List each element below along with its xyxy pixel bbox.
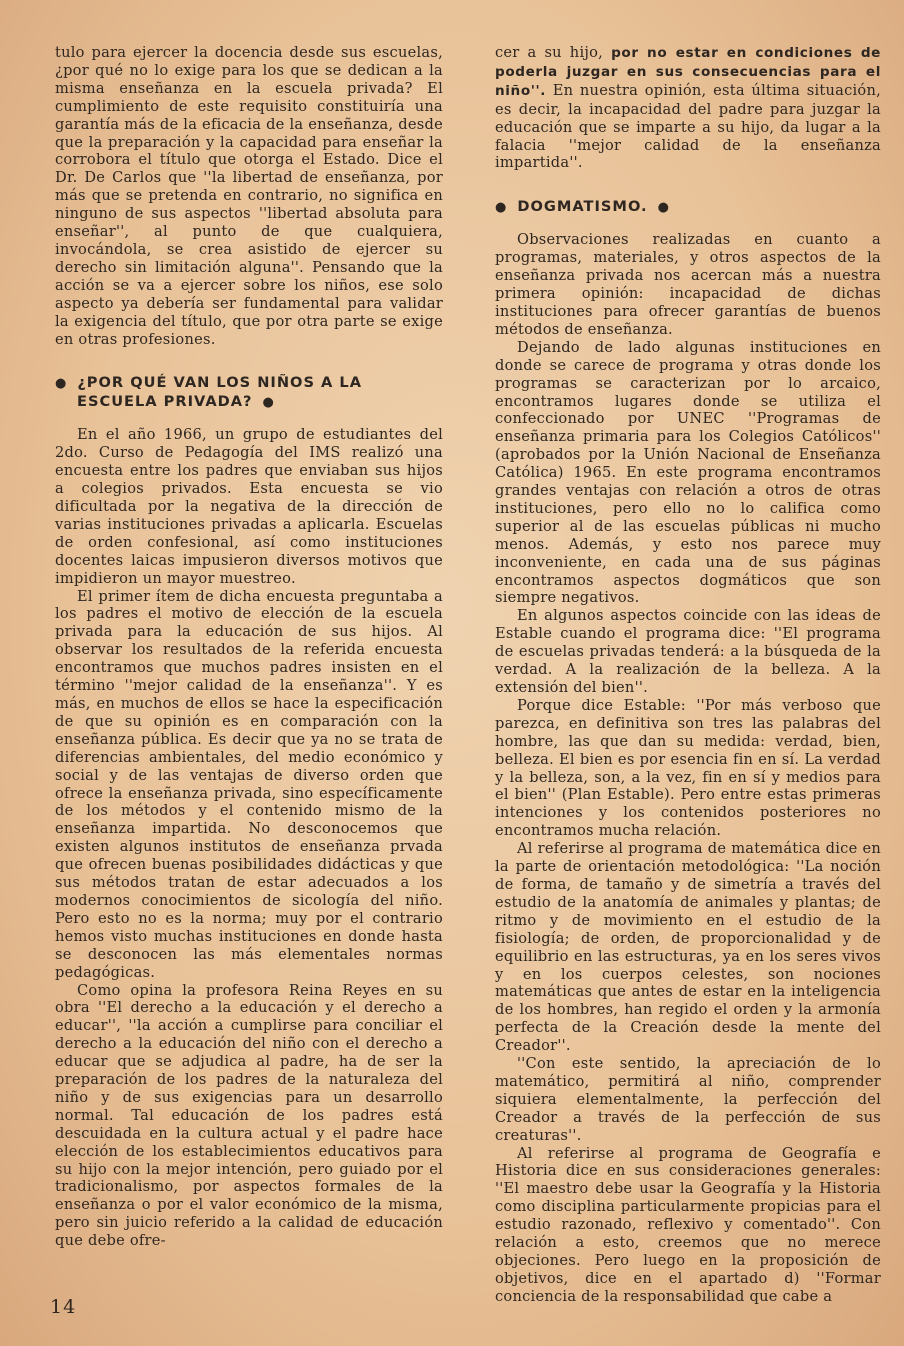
left-paragraph-2: En el año 1966, un grupo de estudiantes del 2do. Curso de Pedagogía del IMS realizó una encuesta entre los padres que enviaban sus hijos a colegios privados. Esta encuesta se vio dificultada por la negativa de la dirección de varias instituciones privadas a aplicarla. Escuelas de orden confesional, así como instituciones docentes laicas impusieron diversos motivos que impidieron un mayor muestreo. [55,426,443,587]
right-paragraph-6: Al referirse al programa de matemática dice en la parte de orientación metodológica: ''La noción de forma, de tamaño y de simetría a través del estudio de la anatomía de animales y plantas; de ritmo y de movimiento en el estudio de la fisiología; de orden, de proporcionalidad y de equilibrio en las estructuras, ya en los seres vivos y en los cuerpos celestes, son nociones matemáticas que antes de estar en la inteligencia de los hombres, han regido el orden y la armonía perfecta de la Creación desde la mente del Creador''. [495,840,881,1055]
right-paragraph-1-emphasis: por no estar en condiciones de poderla juzgar en sus consecuencias para el niño''. [495,45,882,99]
page-number: 14 [50,1296,77,1318]
section-heading-dogmatism [495,198,881,217]
bullet-icon: ● [55,376,68,392]
right-column [495,44,881,1306]
right-paragraph-3: Dejando de lado algunas instituciones en donde se carece de programa y otras donde los programas se caracterizan por lo arcaico, encontramos lugares donde se utiliza el confeccionado por UNEC ''Programas de enseñanza primaria para los Colegios Católicos'' (aprobados por la Unión Nacional de Enseñanza Católica) 1965. En este programa encontramos grandes ventajas con relación a otros de otras instituciones, pero ello no lo califica como superior al de las escuelas públicas ni mucho menos. Además, y esto nos parece muy inconveniente, en cada una de sus páginas encontramos aspectos dogmáticos que son siempre negativos. [495,338,881,607]
heading-line-2: ESCUELA PRIVADA? [77,393,253,411]
right-paragraph-7: ''Con este sentido, la apreciación de lo matemático, permitirá al niño, comprender siquiera elementalmente, la perfección del Creador a través de la perfección de sus creaturas''. [495,1055,881,1144]
left-paragraph-1: tulo para ejercer la docencia desde sus escuelas, ¿por qué no lo exige para los que se dedican a la misma enseñanza en la escuela privada? El cumplimiento de este requisito constituiría una garantía más de la eficacia de la enseñanza, desde que la preparación y la capacidad para enseñar la corrobora el título que otorga el Estado. Dice el Dr. De Carlos que ''la libertad de enseñanza, por más que se pretenda en contrario, no significa en ninguno de sus aspectos ''libertad absoluta para enseñar'', al punto de que cualquiera, invocándola, se crea asistido de ejercer su derecho sin limitación alguna''. Pensando que la acción se va a ejercer sobre los niños, ese solo aspecto ya debería ser fundamental para validar la exigencia del título, que por otra parte se exige en otras profesiones. [55,44,443,348]
right-paragraph-4: En algunos aspectos coincide con las ideas de Estable cuando el programa dice: ''El programa de escuelas privadas tenderá: a la búsqueda de la verdad. A la realización de la belleza. A la extensión del bien''. [495,607,881,696]
right-paragraph-2: Observaciones realizadas en cuanto a programas, materiales, y otros aspectos de la enseñanza privada nos acercan más a nuestra primera opinión: incapacidad de dichas instituciones para ofrecer garantías de buenos métodos de enseñanza. [495,231,881,338]
right-paragraph-1 [495,44,881,172]
right-paragraph-8: Al referirse al programa de Geografía e Historia dice en sus consideraciones generales: ''El maestro debe usar la Geografía y la Historia como disciplina particularmente propicias para el estudio razonado, reflexivo y comentado''. Con relación a esto, creemos que no merece objeciones. Pero luego en la proposición de objetivos, dice en el apartado d) ''Formar conciencia de la responsabilidad que cabe a [495,1144,881,1305]
left-paragraph-4: Como opina la profesora Reina Reyes en su obra ''El derecho a la educación y el derecho a educar'', ''la acción a cumplirse para conciliar el derecho a la educación del niño con el derecho a educar que se adjudica al padre, ha de ser la preparación de los padres de la naturaleza del niño y de sus exigencias para un desarrollo normal. Tal educación de los padres está descuidada en la cultura actual y el padre hace elección de los establecimientos educativos para su hijo con la mejor intención, pero guiado por el tradicionalismo, por aspectos formales de la enseñanza o por el valor económico de la misma, pero sin juicio referido a la calidad de educación que debe ofre- [55,981,443,1250]
left-paragraph-3: El primer ítem de dicha encuesta preguntaba a los padres el motivo de elección de la escuela privada para la educación de sus hijos. Al observar los resultados de la referida encuesta encontramos que muchos padres insisten en el término ''mejor calidad de la enseñanza''. Y es más, en muchos de ellos se hace la especificación de que su opinión es en comparación con la enseñanza pública. Es decir que ya no se trata de diferencias ambientales, del medio económico y social y de las ventajas de diverso orden que ofrece la enseñanza privada, sino específicamente de los métodos y el contenido mismo de la enseñanza impartida. No desconocemos que existen algunos institutos de enseñanza prvada que ofrecen buenas posibilidades didácticas y que sus métodos tratan de estar adecuados a los modernos conocimientos de sicología del niño. Pero esto no es la norma; muy por el contrario hemos visto muchas instituciones en donde hasta se desconocen las más elementales normas pedagógicas. [55,587,443,981]
left-column [55,44,443,1250]
bullet-icon: ● [495,200,508,216]
right-paragraph-1-start: cer a su hijo, [495,44,612,61]
bullet-icon: ● [262,395,275,411]
right-paragraph-5: Porque dice Estable: ''Por más verboso que parezca, en definitiva son tres las palabras del hombre, las que dan su medida: verdad, bien, belleza. El bien es por esencia fin en sí. La verdad y la belleza, son, a la vez, fin en sí y medios para el bien'' (Plan Estable). Pero entre estas primeras intenciones y los contenidos posteriores no encontramos mucha relación. [495,696,881,840]
heading-line-1: ¿POR QUÉ VAN LOS NIÑOS A LA [77,374,363,392]
right-paragraph-1-end: En nuestra opinión, esta última situación, es decir, la incapacidad del padre para juzgar la educación que se imparte a su hijo, da lugar a la falacia ''mejor calidad de la enseñanza impartida''. [495,81,881,172]
section-heading-private-school [55,374,443,412]
heading-dogmatism-text: DOGMATISMO. [517,198,648,216]
bullet-icon: ● [657,200,670,216]
